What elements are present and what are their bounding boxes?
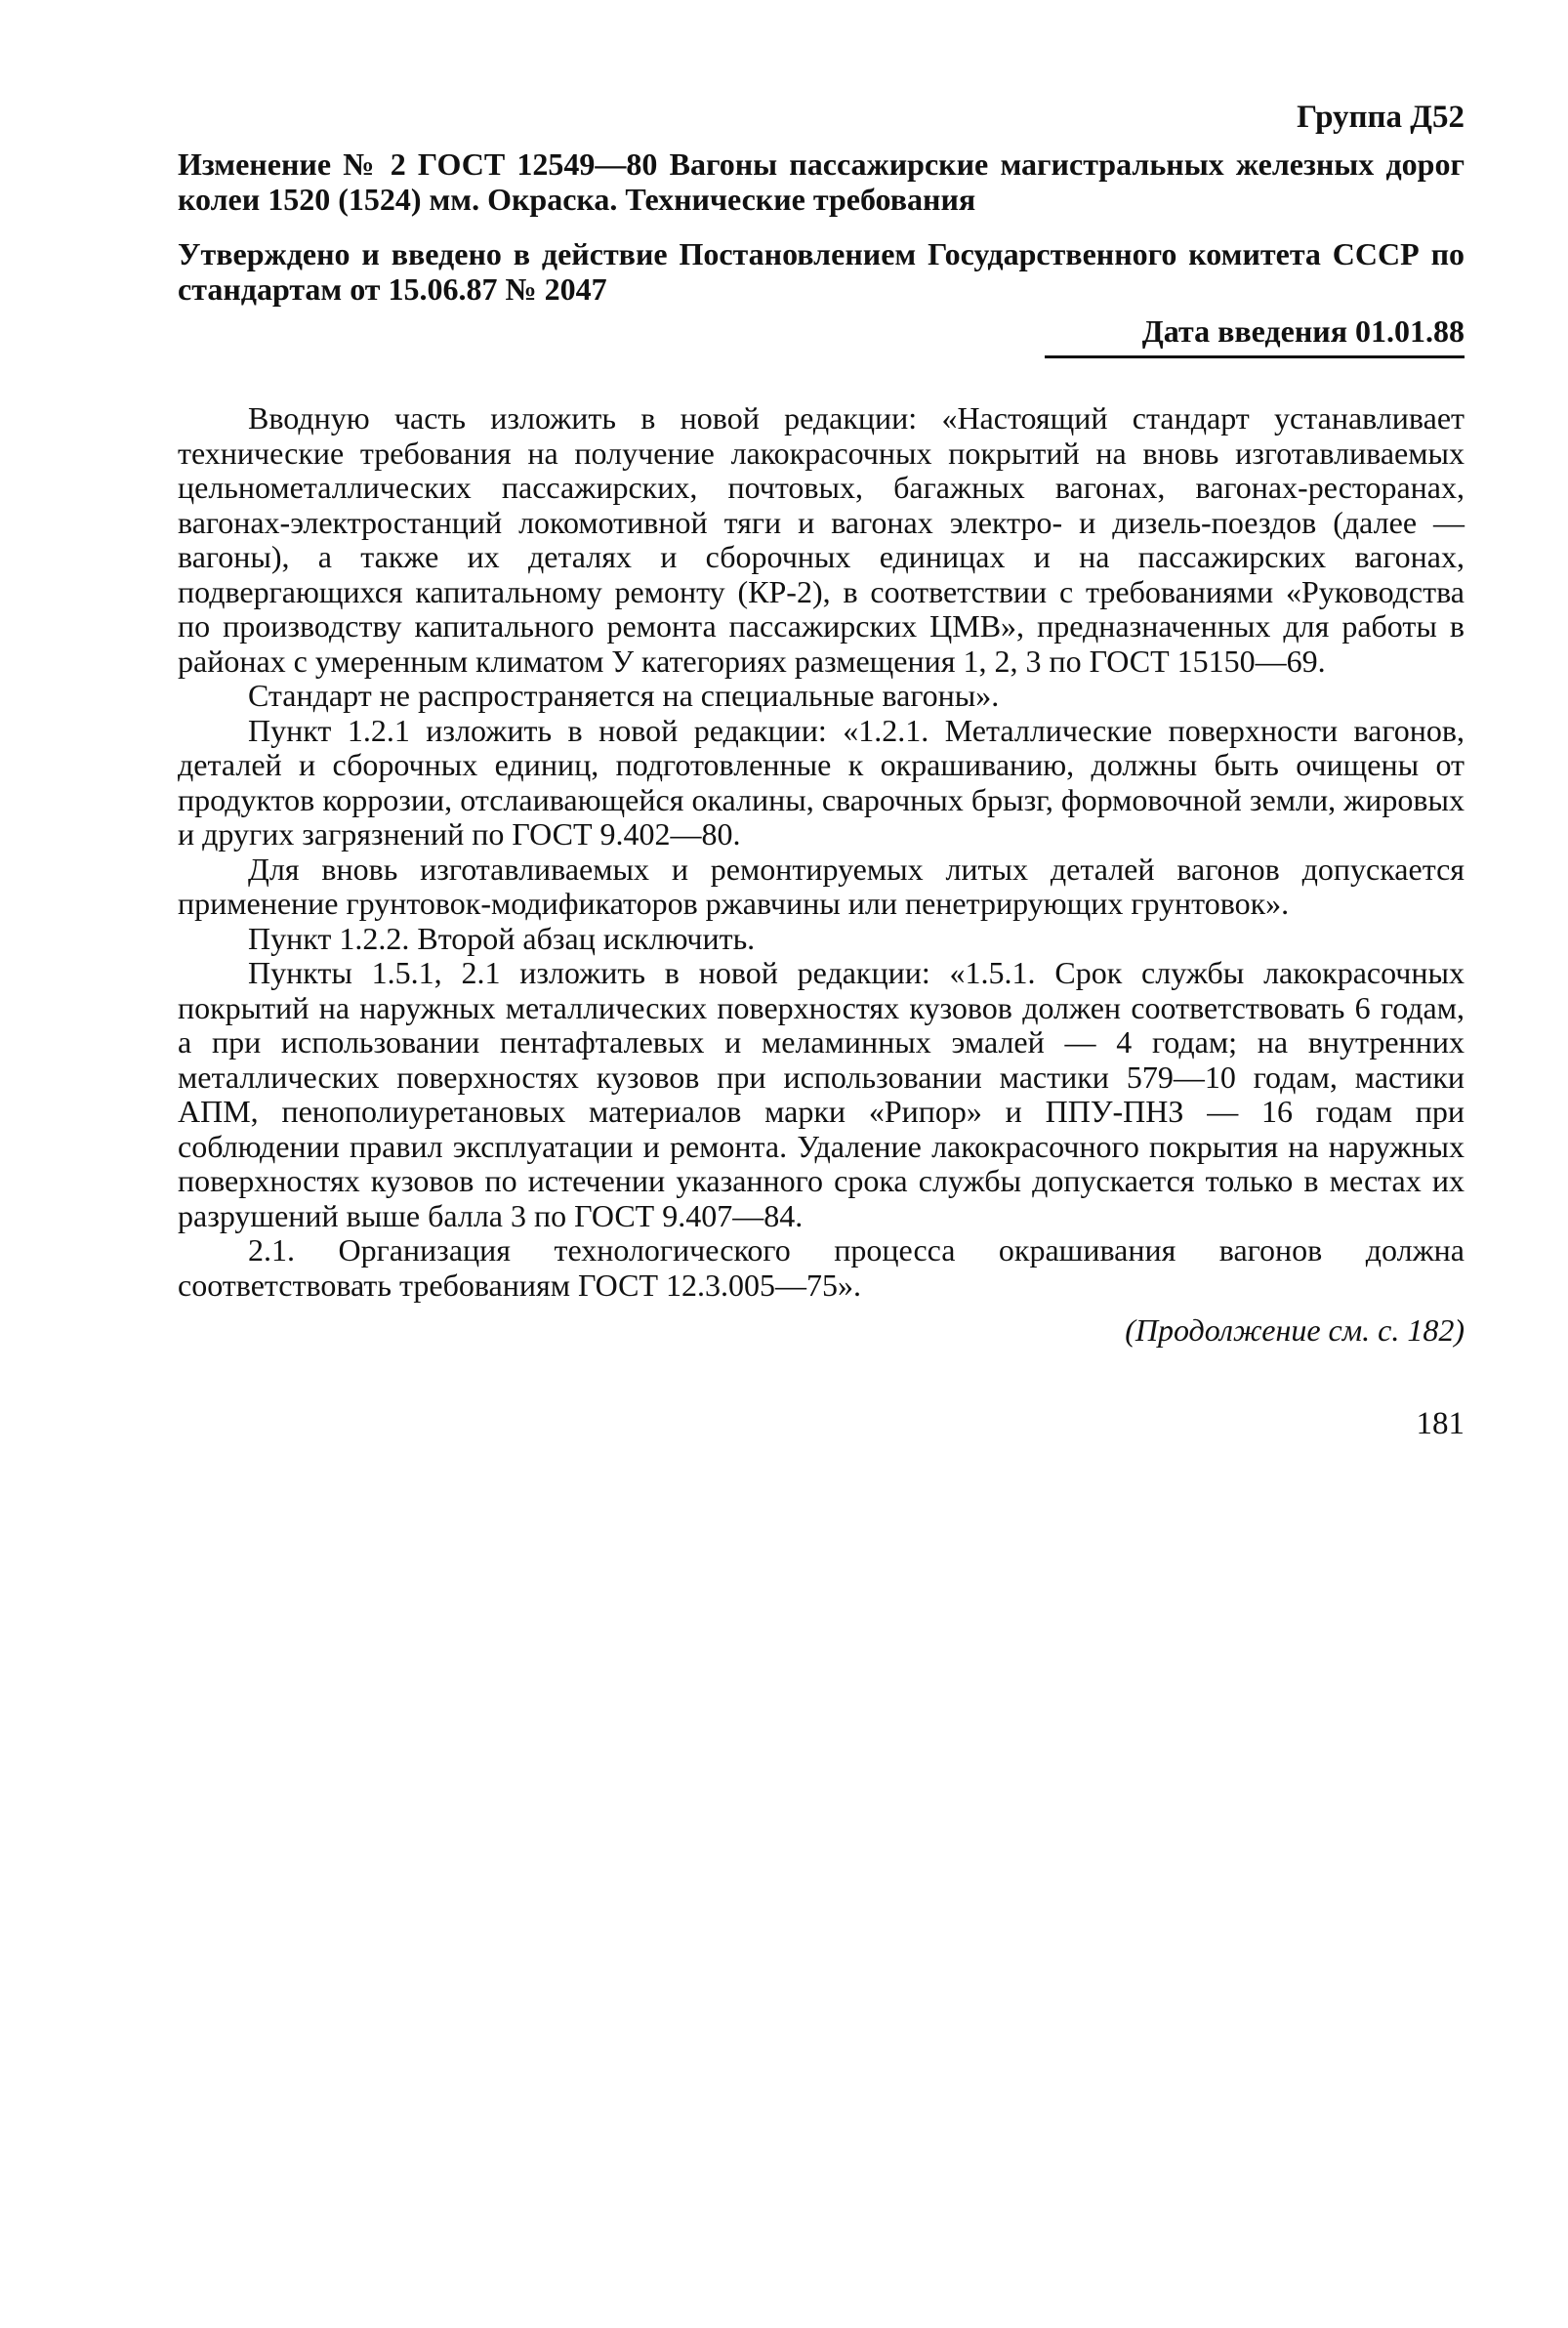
paragraph: Стандарт не распространяется на специальные вагоны». bbox=[248, 678, 1000, 713]
paragraph: 2.1. Организация технологического процесса окрашивания вагонов должна соответствовать требованиям ГОСТ 12.3.005—75». bbox=[178, 1232, 1465, 1303]
paragraph: Для вновь изготавливаемых и ремонтируемых литых деталей вагонов допускается применение грунтовок-модификаторов ржавчины или пенетрирующих грунтовок». bbox=[178, 851, 1465, 921]
effective-date: Дата введения 01.01.88 bbox=[1045, 312, 1465, 358]
document-body bbox=[178, 401, 1465, 1303]
page-number: 181 bbox=[1416, 1406, 1465, 1441]
approval-statement: Утверждено и введено в действие Постановлением Государственного комитета СССР по стандартам от 15.06.87 № 2047 bbox=[178, 236, 1465, 307]
document-title: Изменение № 2 ГОСТ 12549—80 Вагоны пассажирские магистральных железных дорог колеи 1520 (1524) мм. Окраска. Технические требования bbox=[178, 146, 1465, 217]
group-code: Группа Д52 bbox=[1297, 100, 1465, 135]
effective-date-row bbox=[178, 312, 1465, 358]
continuation-note: (Продолжение см. с. 182) bbox=[1125, 1312, 1465, 1348]
paragraph: Вводную часть изложить в новой редакции: «Настоящий стандарт устанавливает технические требования на получение лакокрасочных покрытий на вновь изготавливаемых цельнометаллических пассажирских, почтовых, багажных вагонах, вагонах-ресторанах, вагонах-электростанций локомотивной тяги и вагонах электро- и дизель-поездов (далее — вагоны), а также их деталях и сборочных единицах и на пассажирских вагонах, подвергающихся капитальному ремонту (КР-2), в соответствии с требованиями «Руководства по производству капитального ремонта пассажирских ЦМВ», предназначенных для работы в районах с умеренным климатом У категориях размещения 1, 2, 3 по ГОСТ 15150—69. bbox=[178, 400, 1465, 679]
paragraph: Пункты 1.5.1, 2.1 изложить в новой редакции: «1.5.1. Срок службы лакокрасочных покрытий на наружных металлических поверхностях кузовов должен соответствовать 6 годам, а при использовании пентафталевых и меламинных эмалей — 4 годам; на внутренних металлических поверхностях кузовов при использовании мастики 579—10 годам, мастики АПМ, пенополиуретановых материалов марки «Рипор» и ППУ-ПНЗ — 16 годам при соблюдении правил эксплуатации и ремонта. Удаление лакокрасочного покрытия на наружных поверхностях кузовов по истечении указанного срока службы допускается только в местах их разрушений выше балла 3 по ГОСТ 9.407—84. bbox=[178, 955, 1465, 1233]
document-page bbox=[178, 98, 1465, 1443]
paragraph: Пункт 1.2.2. Второй абзац исключить. bbox=[248, 920, 756, 956]
paragraph: Пункт 1.2.1 изложить в новой редакции: «1.2.1. Металлические поверхности вагонов, деталей и сборочных единиц, подготовленные к окрашиванию, должны быть очищены от продуктов коррозии, отслаивающейся окалины, сварочных брызг, формовочной земли, жировых и других загрязнений по ГОСТ 9.402—80. bbox=[178, 712, 1465, 852]
